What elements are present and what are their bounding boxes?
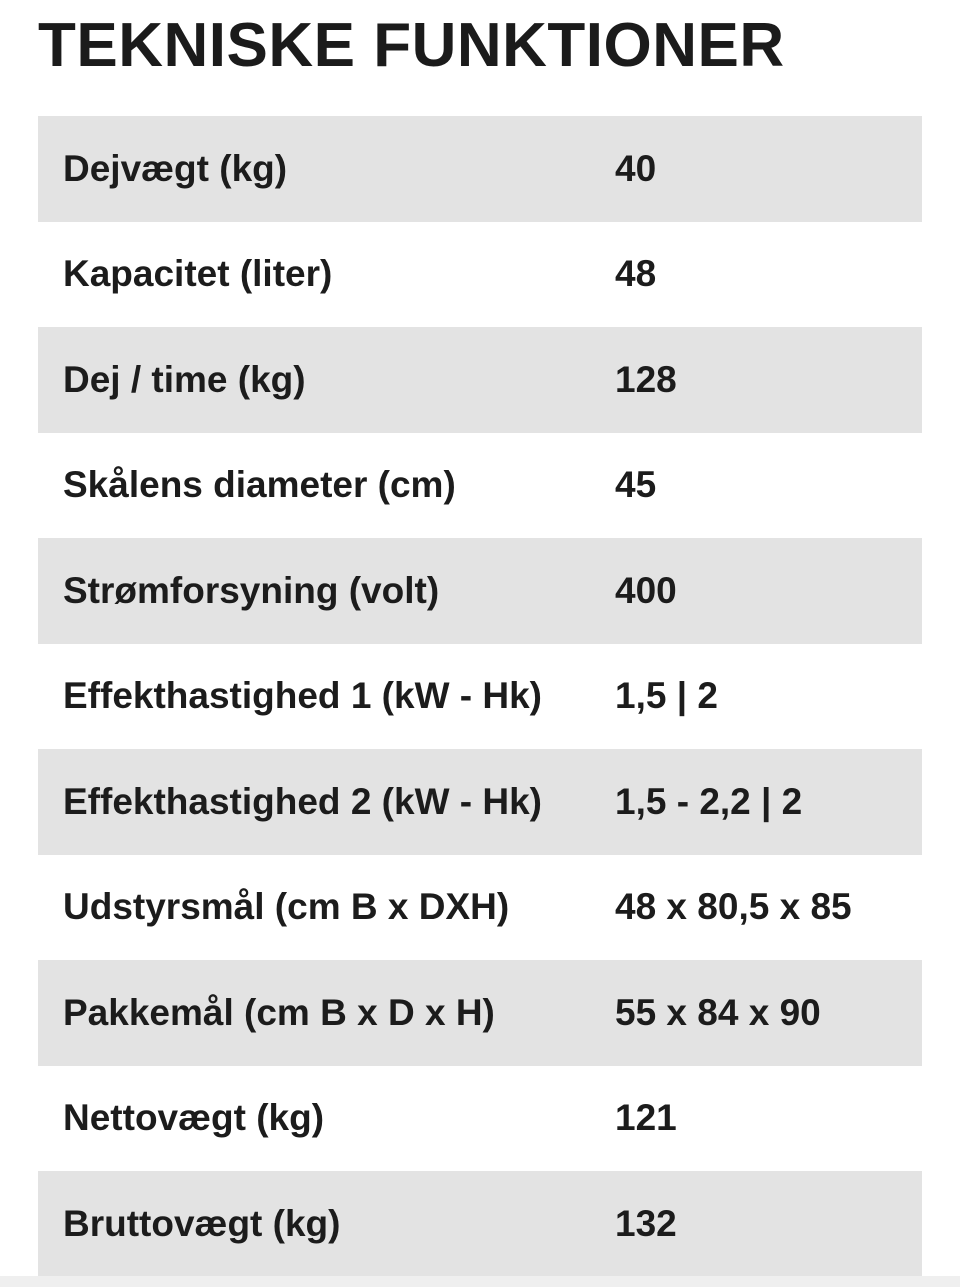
spec-label: Effekthastighed 1 (kW - Hk) [63, 675, 542, 717]
spec-label: Skålens diameter (cm) [63, 464, 456, 506]
spec-row-power-speed-1 [38, 644, 922, 750]
spec-value: 48 x 80,5 x 85 [615, 886, 852, 928]
spec-value: 1,5 | 2 [615, 675, 718, 717]
spec-label: Udstyrsmål (cm B x DXH) [63, 886, 510, 928]
spec-value: 400 [615, 569, 677, 611]
spec-value: 55 x 84 x 90 [615, 991, 821, 1033]
spec-row-package-dimensions [38, 960, 922, 1066]
spec-row-bowl-diameter [38, 433, 922, 539]
spec-label: Dej / time (kg) [63, 358, 306, 400]
spec-row-capacity [38, 222, 922, 328]
spec-value: 1,5 - 2,2 | 2 [615, 780, 803, 822]
spec-label: Nettovægt (kg) [63, 1097, 325, 1139]
spec-value: 48 [615, 253, 657, 295]
spec-label: Strømforsyning (volt) [63, 569, 440, 611]
spec-row-dough-per-hour [38, 327, 922, 433]
spec-row-gross-weight [38, 1171, 922, 1277]
spec-row-power-speed-2 [38, 749, 922, 855]
spec-label: Dejvægt (kg) [63, 147, 288, 189]
spec-value: 128 [615, 358, 677, 400]
spec-label: Bruttovægt (kg) [63, 1202, 341, 1244]
spec-label: Effekthastighed 2 (kW - Hk) [63, 780, 542, 822]
spec-label: Kapacitet (liter) [63, 253, 333, 295]
spec-row-net-weight [38, 1066, 922, 1172]
spec-row-dough-weight [38, 116, 922, 222]
spec-table [38, 116, 922, 1277]
bottom-divider [0, 1276, 960, 1287]
spec-row-equipment-dimensions [38, 855, 922, 961]
spec-value: 40 [615, 147, 657, 189]
page-title: TEKNISKE FUNKTIONER [38, 11, 785, 80]
spec-value: 121 [615, 1097, 677, 1139]
spec-label: Pakkemål (cm B x D x H) [63, 991, 495, 1033]
spec-value: 45 [615, 464, 657, 506]
spec-row-power-supply [38, 538, 922, 644]
spec-value: 132 [615, 1202, 677, 1244]
